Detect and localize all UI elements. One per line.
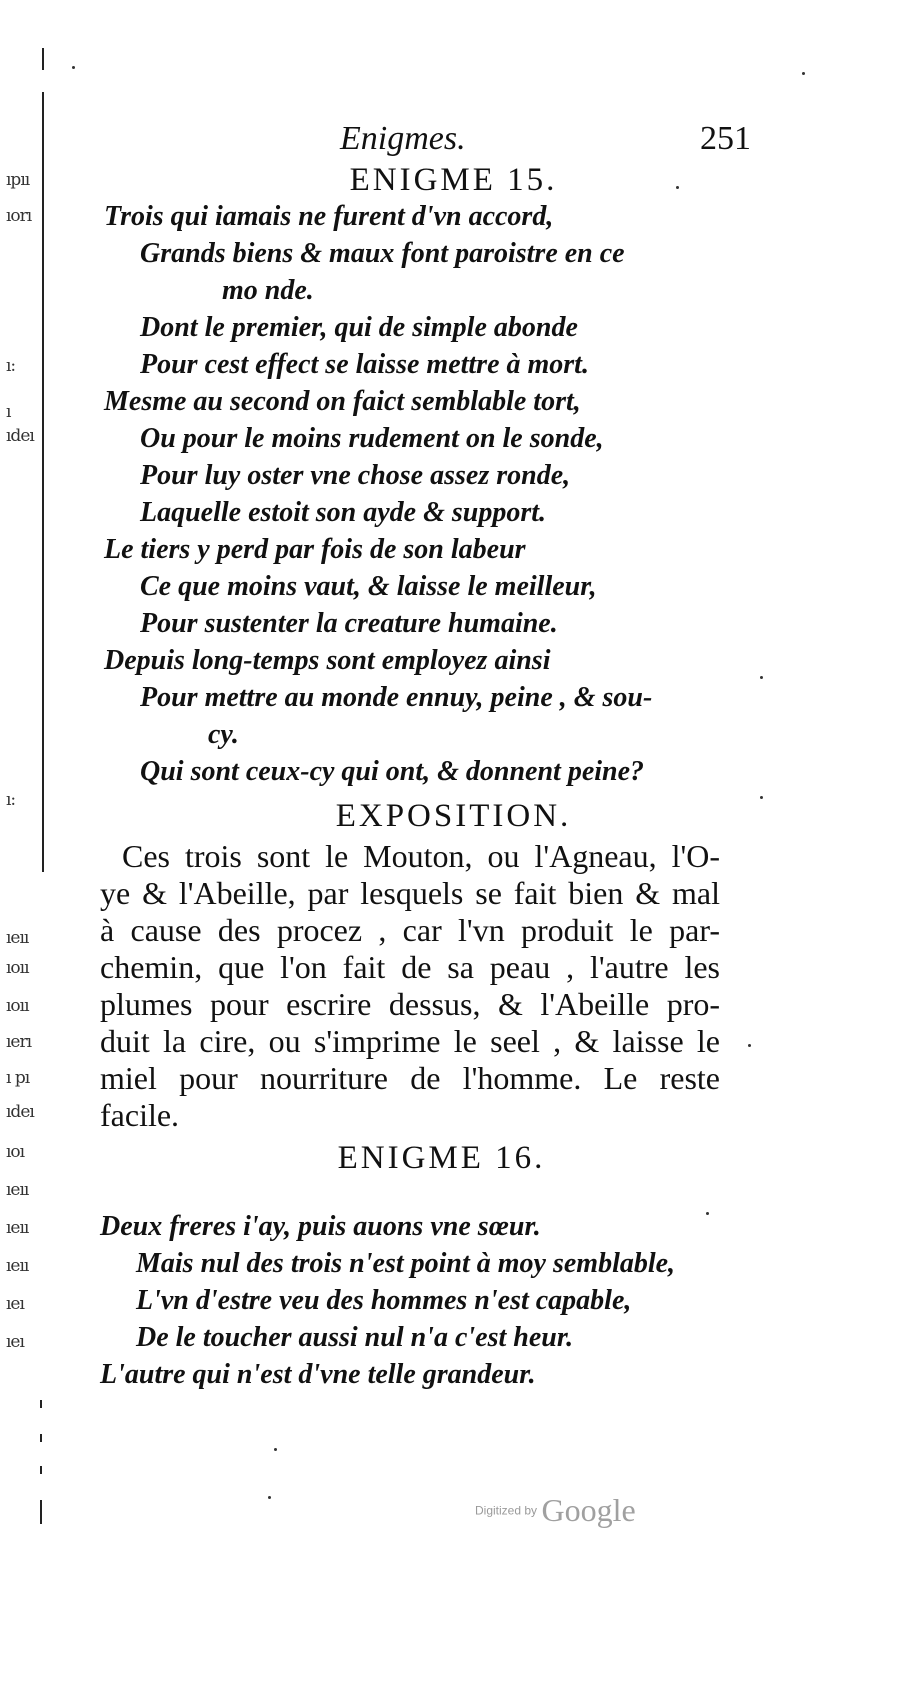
gutter-rule <box>40 1400 42 1408</box>
verse-line: Depuis long-temps sont employez ainsi <box>104 645 551 676</box>
verse-line: Ou pour le moins rudement on le sonde, <box>140 423 604 454</box>
verse-line: Ce que moins vaut, & laisse le meilleur, <box>140 571 597 602</box>
gutter-fragment: ıpıı <box>6 170 30 190</box>
verse-line: Qui sont ceux-cy qui ont, & donnent peine? <box>140 756 645 787</box>
verse-line: Pour cest effect se laisse mettre à mort. <box>140 349 589 380</box>
prose-line: chemin, que l'on fait de sa peau , l'autre les <box>100 949 720 985</box>
exposition-title: EXPOSITION. <box>335 798 572 834</box>
paper-speck <box>760 796 763 799</box>
gutter-fragment: ıorı <box>6 206 32 226</box>
gutter-rule <box>40 1466 42 1474</box>
gutter-fragment: ıeı <box>6 1332 24 1352</box>
gutter-fragment: ı <box>6 402 11 422</box>
verse-line: cy. <box>208 719 239 750</box>
running-title: Enigmes. <box>340 120 466 157</box>
gutter-fragment: ıoıı <box>6 996 29 1016</box>
digitized-by-google <box>475 1492 636 1529</box>
prose-line: facile. <box>100 1097 180 1133</box>
gutter-fragment: ıoı <box>6 1142 25 1162</box>
gutter-fragment: ıdeı <box>6 426 34 446</box>
gutter-fragment: ı: <box>6 356 16 376</box>
verse-line: L'autre qui n'est d'vne telle grandeur. <box>100 1359 536 1390</box>
verse-line: Pour sustenter la creature humaine. <box>140 608 558 639</box>
prose-line: à cause des procez , car l'vn produit le par- <box>100 912 720 948</box>
gutter-fragment: ıerı <box>6 1032 32 1052</box>
prose-line: plumes pour escrire dessus, & l'Abeille pro- <box>100 986 720 1022</box>
verse-line: mo nde. <box>222 275 314 306</box>
gutter-rule <box>42 48 44 70</box>
gutter-rule <box>40 1434 42 1442</box>
gutter-rule <box>42 92 44 872</box>
gutter-fragment: ıeıı <box>6 1256 29 1276</box>
verse-line: Pour mettre au monde ennuy, peine , & sou- <box>140 682 653 713</box>
verse-line: De le toucher aussi nul n'a c'est heur. <box>136 1322 574 1353</box>
exposition-text <box>100 838 720 1134</box>
prose-line: Ces trois sont le Mouton, ou l'Agneau, l'O- <box>122 838 720 874</box>
verse-line: Trois qui iamais ne furent d'vn accord, <box>104 201 554 232</box>
paper-speck <box>274 1448 277 1451</box>
paper-speck <box>676 186 679 189</box>
gutter-fragment: ı: <box>6 790 16 810</box>
gutter-fragment: ıeıı <box>6 1180 29 1200</box>
verse-line: Grands biens & maux font paroistre en ce <box>140 238 625 269</box>
paper-speck <box>748 1044 751 1047</box>
verse-line: Laquelle estoit son ayde & support. <box>140 497 546 528</box>
prose-line: duit la cire, ou s'imprime le seel , & laisse le <box>100 1023 720 1059</box>
verse-line: Mesme au second on faict semblable tort, <box>104 386 581 417</box>
paper-speck <box>760 676 763 679</box>
prose-line: ye & l'Abeille, par lesquels se fait bien & mal <box>100 875 720 911</box>
gutter-fragment: ı pı <box>6 1068 30 1088</box>
gutter-fragment: ıeıı <box>6 928 29 948</box>
google-logo: Google <box>541 1492 636 1528</box>
gutter-fragment: ıdeı <box>6 1102 34 1122</box>
verse-line: Mais nul des trois n'est point à moy semblable, <box>136 1248 676 1279</box>
prose-line: miel pour nourriture de l'homme. Le reste <box>100 1060 720 1096</box>
paper-speck <box>706 1212 709 1215</box>
enigme-16-verse <box>100 1208 780 1393</box>
page-number: 251 <box>700 120 751 157</box>
gutter-rule <box>40 1500 42 1524</box>
paper-speck <box>72 66 75 69</box>
verse-line: Le tiers y perd par fois de son labeur <box>104 534 526 565</box>
enigme-16-title: ENIGME 16. <box>337 1140 546 1176</box>
page-header <box>0 120 907 160</box>
verse-line: Dont le premier, qui de simple abonde <box>140 312 578 343</box>
gutter-margin <box>0 0 70 1682</box>
gutter-fragment: ıeıı <box>6 1218 29 1238</box>
paper-speck <box>802 72 805 75</box>
gutter-fragment: ıeı <box>6 1294 24 1314</box>
digitized-by-label: Digitized by <box>475 1503 538 1518</box>
verse-line: L'vn d'estre veu des hommes n'est capable, <box>136 1285 632 1316</box>
verse-line: Pour luy oster vne chose assez ronde, <box>140 460 571 491</box>
verse-line: Deux freres i'ay, puis auons vne sœur. <box>100 1211 541 1242</box>
paper-speck <box>268 1496 271 1499</box>
gutter-fragment: ıoıı <box>6 958 29 978</box>
enigme-15-title: ENIGME 15. <box>349 162 558 198</box>
enigme-15-verse <box>104 198 784 790</box>
